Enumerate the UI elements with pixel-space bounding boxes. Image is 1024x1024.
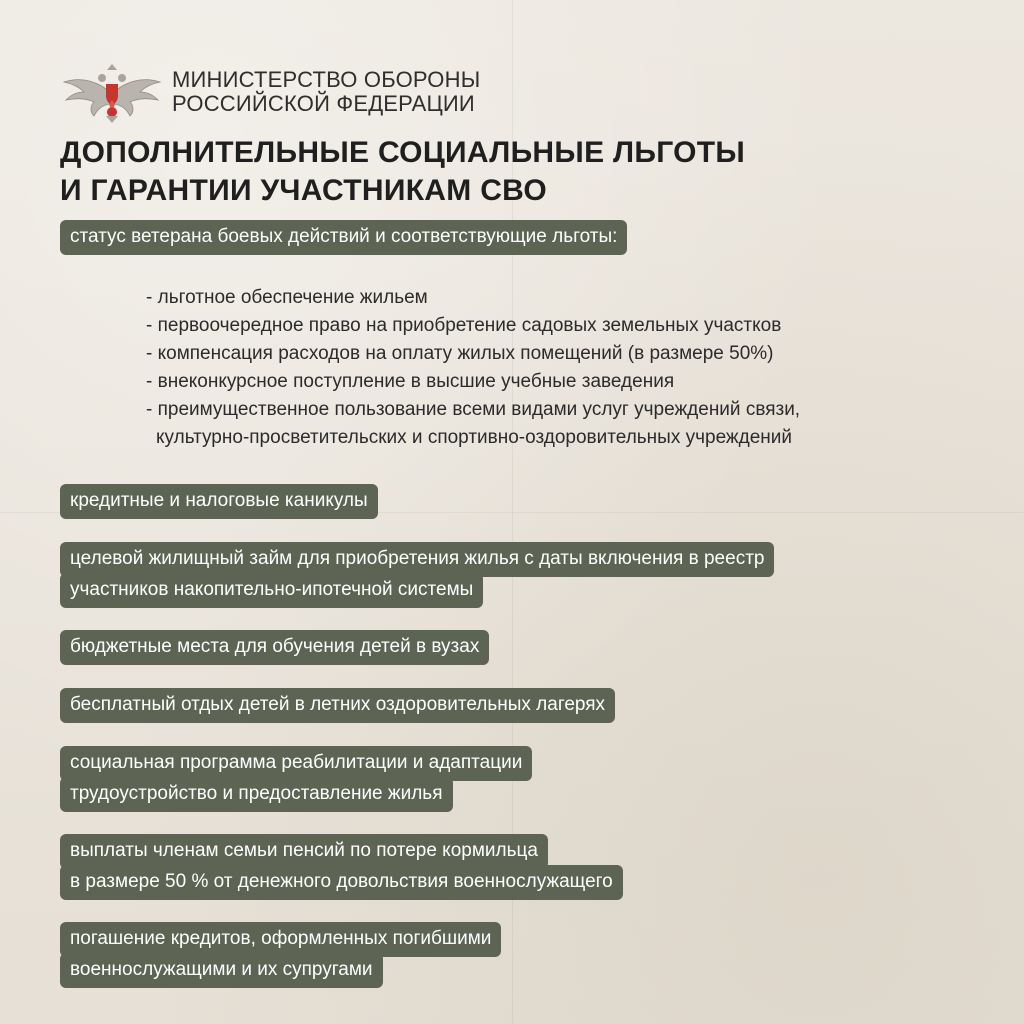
- credit-holidays-block: [60, 484, 378, 519]
- list-item: - преимущественное пользование всеми видами услуг учреждений связи,: [146, 399, 801, 420]
- survivor-pension-line-2: в размере 50 % от денежного довольствия военнослужащего: [60, 865, 623, 900]
- credit-holidays-label: кредитные и налоговые каникулы: [60, 484, 378, 519]
- budget-places-block: [60, 630, 489, 665]
- list-item-continuation: культурно-просветительских и спортивно-оздоровительных учреждений: [156, 427, 793, 448]
- loan-repayment-line-2: военнослужащими и их супругами: [60, 953, 383, 988]
- housing-loan-block: [60, 542, 774, 604]
- free-camps-label: бесплатный отдых детей в летних оздоровительных лагерях: [60, 688, 615, 723]
- rehabilitation-line-1: социальная программа реабилитации и адаптации: [60, 746, 532, 781]
- list-item: - внеконкурсное поступление в высшие учебные заведения: [146, 371, 675, 392]
- list-item: - первоочередное право на приобретение садовых земельных участков: [146, 315, 782, 336]
- list-item: - льготное обеспечение жильем: [146, 287, 428, 308]
- rehabilitation-block: [60, 746, 532, 808]
- page-title: [60, 134, 745, 210]
- header: [60, 60, 480, 124]
- title-line-1: ДОПОЛНИТЕЛЬНЫЕ СОЦИАЛЬНЫЕ ЛЬГОТЫ: [60, 136, 746, 169]
- double-headed-eagle-icon: [60, 60, 164, 124]
- housing-loan-line-2: участников накопительно-ипотечной системы: [60, 573, 483, 608]
- veteran-benefits-list: [146, 284, 800, 452]
- loan-repayment-line-1: погашение кредитов, оформленных погибшими: [60, 922, 501, 957]
- rehabilitation-line-2: трудоустройство и предоставление жилья: [60, 777, 453, 812]
- veteran-status-block: [60, 220, 627, 255]
- ministry-name: [172, 68, 480, 116]
- list-item: - компенсация расходов на оплату жилых помещений (в размере 50%): [146, 343, 774, 364]
- title-line-2: И ГАРАНТИИ УЧАСТНИКАМ СВО: [60, 174, 548, 207]
- budget-places-label: бюджетные места для обучения детей в вузах: [60, 630, 489, 665]
- survivor-pension-line-1: выплаты членам семьи пенсий по потере кормильца: [60, 834, 548, 869]
- survivor-pension-block: [60, 834, 623, 896]
- veteran-status-label: статус ветерана боевых действий и соответствующие льготы:: [60, 220, 627, 255]
- ministry-line-1: МИНИСТЕРСТВО ОБОРОНЫ: [172, 67, 481, 92]
- free-camps-block: [60, 688, 615, 723]
- loan-repayment-block: [60, 922, 501, 984]
- housing-loan-line-1: целевой жилищный займ для приобретения жилья с даты включения в реестр: [60, 542, 774, 577]
- ministry-line-2: РОССИЙСКОЙ ФЕДЕРАЦИИ: [172, 91, 475, 116]
